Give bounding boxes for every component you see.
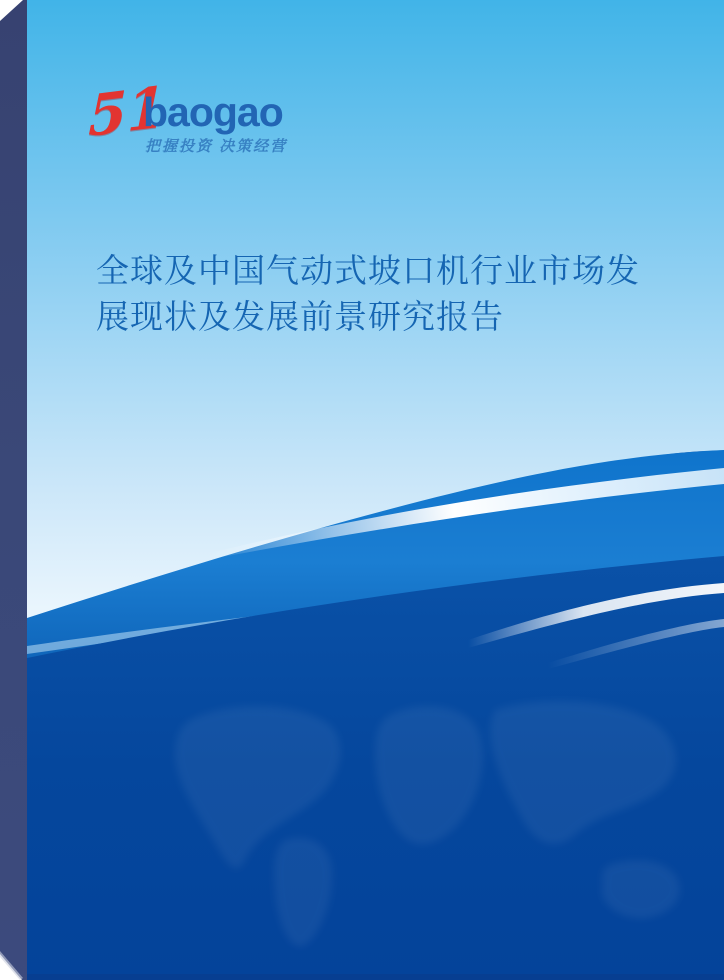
logo-name-baogao: baogao bbox=[143, 89, 283, 135]
logo-mark-51: 51 bbox=[87, 73, 167, 151]
book-spine bbox=[0, 0, 27, 980]
logo-tagline: 把握投资 决策经营 bbox=[145, 138, 288, 155]
spine-shading bbox=[0, 0, 27, 980]
bottom-edge-line bbox=[27, 974, 724, 980]
report-title: 全球及中国气动式坡口机行业市场发展现状及发展前景研究报告 bbox=[96, 252, 640, 335]
logo bbox=[87, 73, 338, 166]
